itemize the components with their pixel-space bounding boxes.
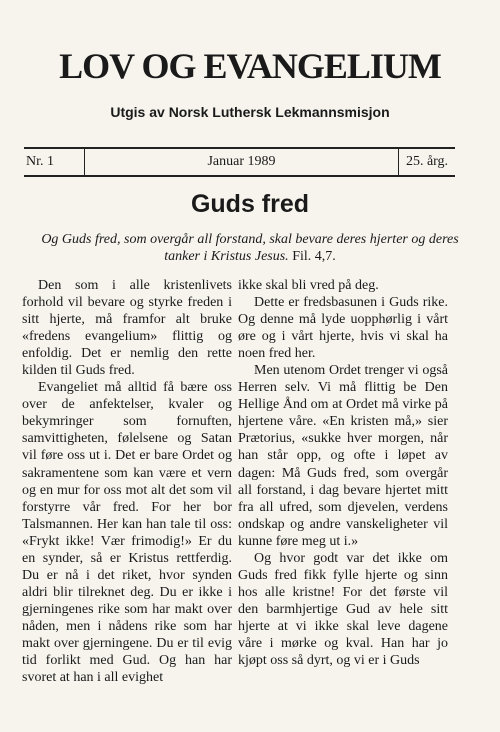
publisher-subtitle: Utgis av Norsk Luthersk Lekmannsmisjon	[110, 104, 390, 120]
article-column-left	[22, 277, 232, 686]
issue-number: Nr. 1	[24, 149, 85, 175]
epigraph-reference: Fil. 4,7.	[292, 249, 336, 264]
issue-volume: 25. årg.	[405, 154, 449, 169]
epigraph	[40, 231, 460, 265]
paragraph: Og hvor godt var det ikke om Guds fred fikk fylle hjerte og sinn hos alle kristne! For det første vil den barmhjertige Gud av hele sitt hjerte at vi ikke skal leve dagene våre i mørke og kval. Han har jo kjøpt oss så dyrt, og vi er i Guds	[238, 550, 448, 669]
issue-date: Januar 1989	[85, 149, 399, 175]
paragraph: Dette er fredsbasunen i Guds rike. Og denne må lyde uopphørlig i vårt øre og i vårt hjerte, hvis vi skal ha noen fred her.	[238, 295, 448, 362]
article-column-right	[238, 277, 448, 669]
epigraph-text: Og Guds fred, som overgår all forstand, skal bevare deres hjerter og deres tanker i Kristus Jesus.	[41, 232, 459, 264]
article-headline: Guds fred	[190, 190, 310, 218]
paragraph: Evangeliet må alltid få bære oss over de anfektelser, kvaler og bekymringer som fornuften, samvittigheten, følelsene og Satan vil føre oss ut i. Det er bare Ordet og sakramentene som kan være et vern og en mur for oss mot alt det som vil forstyrre vår fred. For her bor Talsmannen. Her kan han tale til oss: «Frykt ikke! Vær frimodig!» Er du en synder, så er Kristus rettferdig. Du er nå i det riket, hvor synden aldri blir tilreknet deg. Du er ikke i gjerningenes rike som har makt over nåden, men i nådens rike som har makt over gjerningene. Du er til evig tid forlikt med Gud. Og han har svoret at han i all evighet	[22, 380, 232, 686]
issue-info-bar	[24, 147, 455, 177]
masthead-title: LOV OG EVANGELIUM	[59, 46, 441, 86]
paragraph: ikke skal bli vred på deg.	[238, 278, 379, 293]
paragraph: Men utenom Ordet trenger vi også Herren selv. Vi må flittig be Den Hellige Ånd om at Ordet må virke på hjertene våre. «En kristen må,» sier Prætorius, «sukke hver morgen, når han står opp, og ofte i løpet av dagen: Må Guds fred, som overgår all forstand, i dag bevare hjertet mitt fra all ufred, som djevelen, verdens ondskap og andre vanskeligheter vil kunne føre meg ut i.»	[238, 363, 448, 549]
paragraph: Den som i alle kristenlivets forhold vil bevare og styrke freden i sitt hjerte, må framfor alt bruke «fredens evangelium» flittig og enfoldig. Det er nemlig den rette kilden til Guds fred.	[22, 278, 232, 379]
